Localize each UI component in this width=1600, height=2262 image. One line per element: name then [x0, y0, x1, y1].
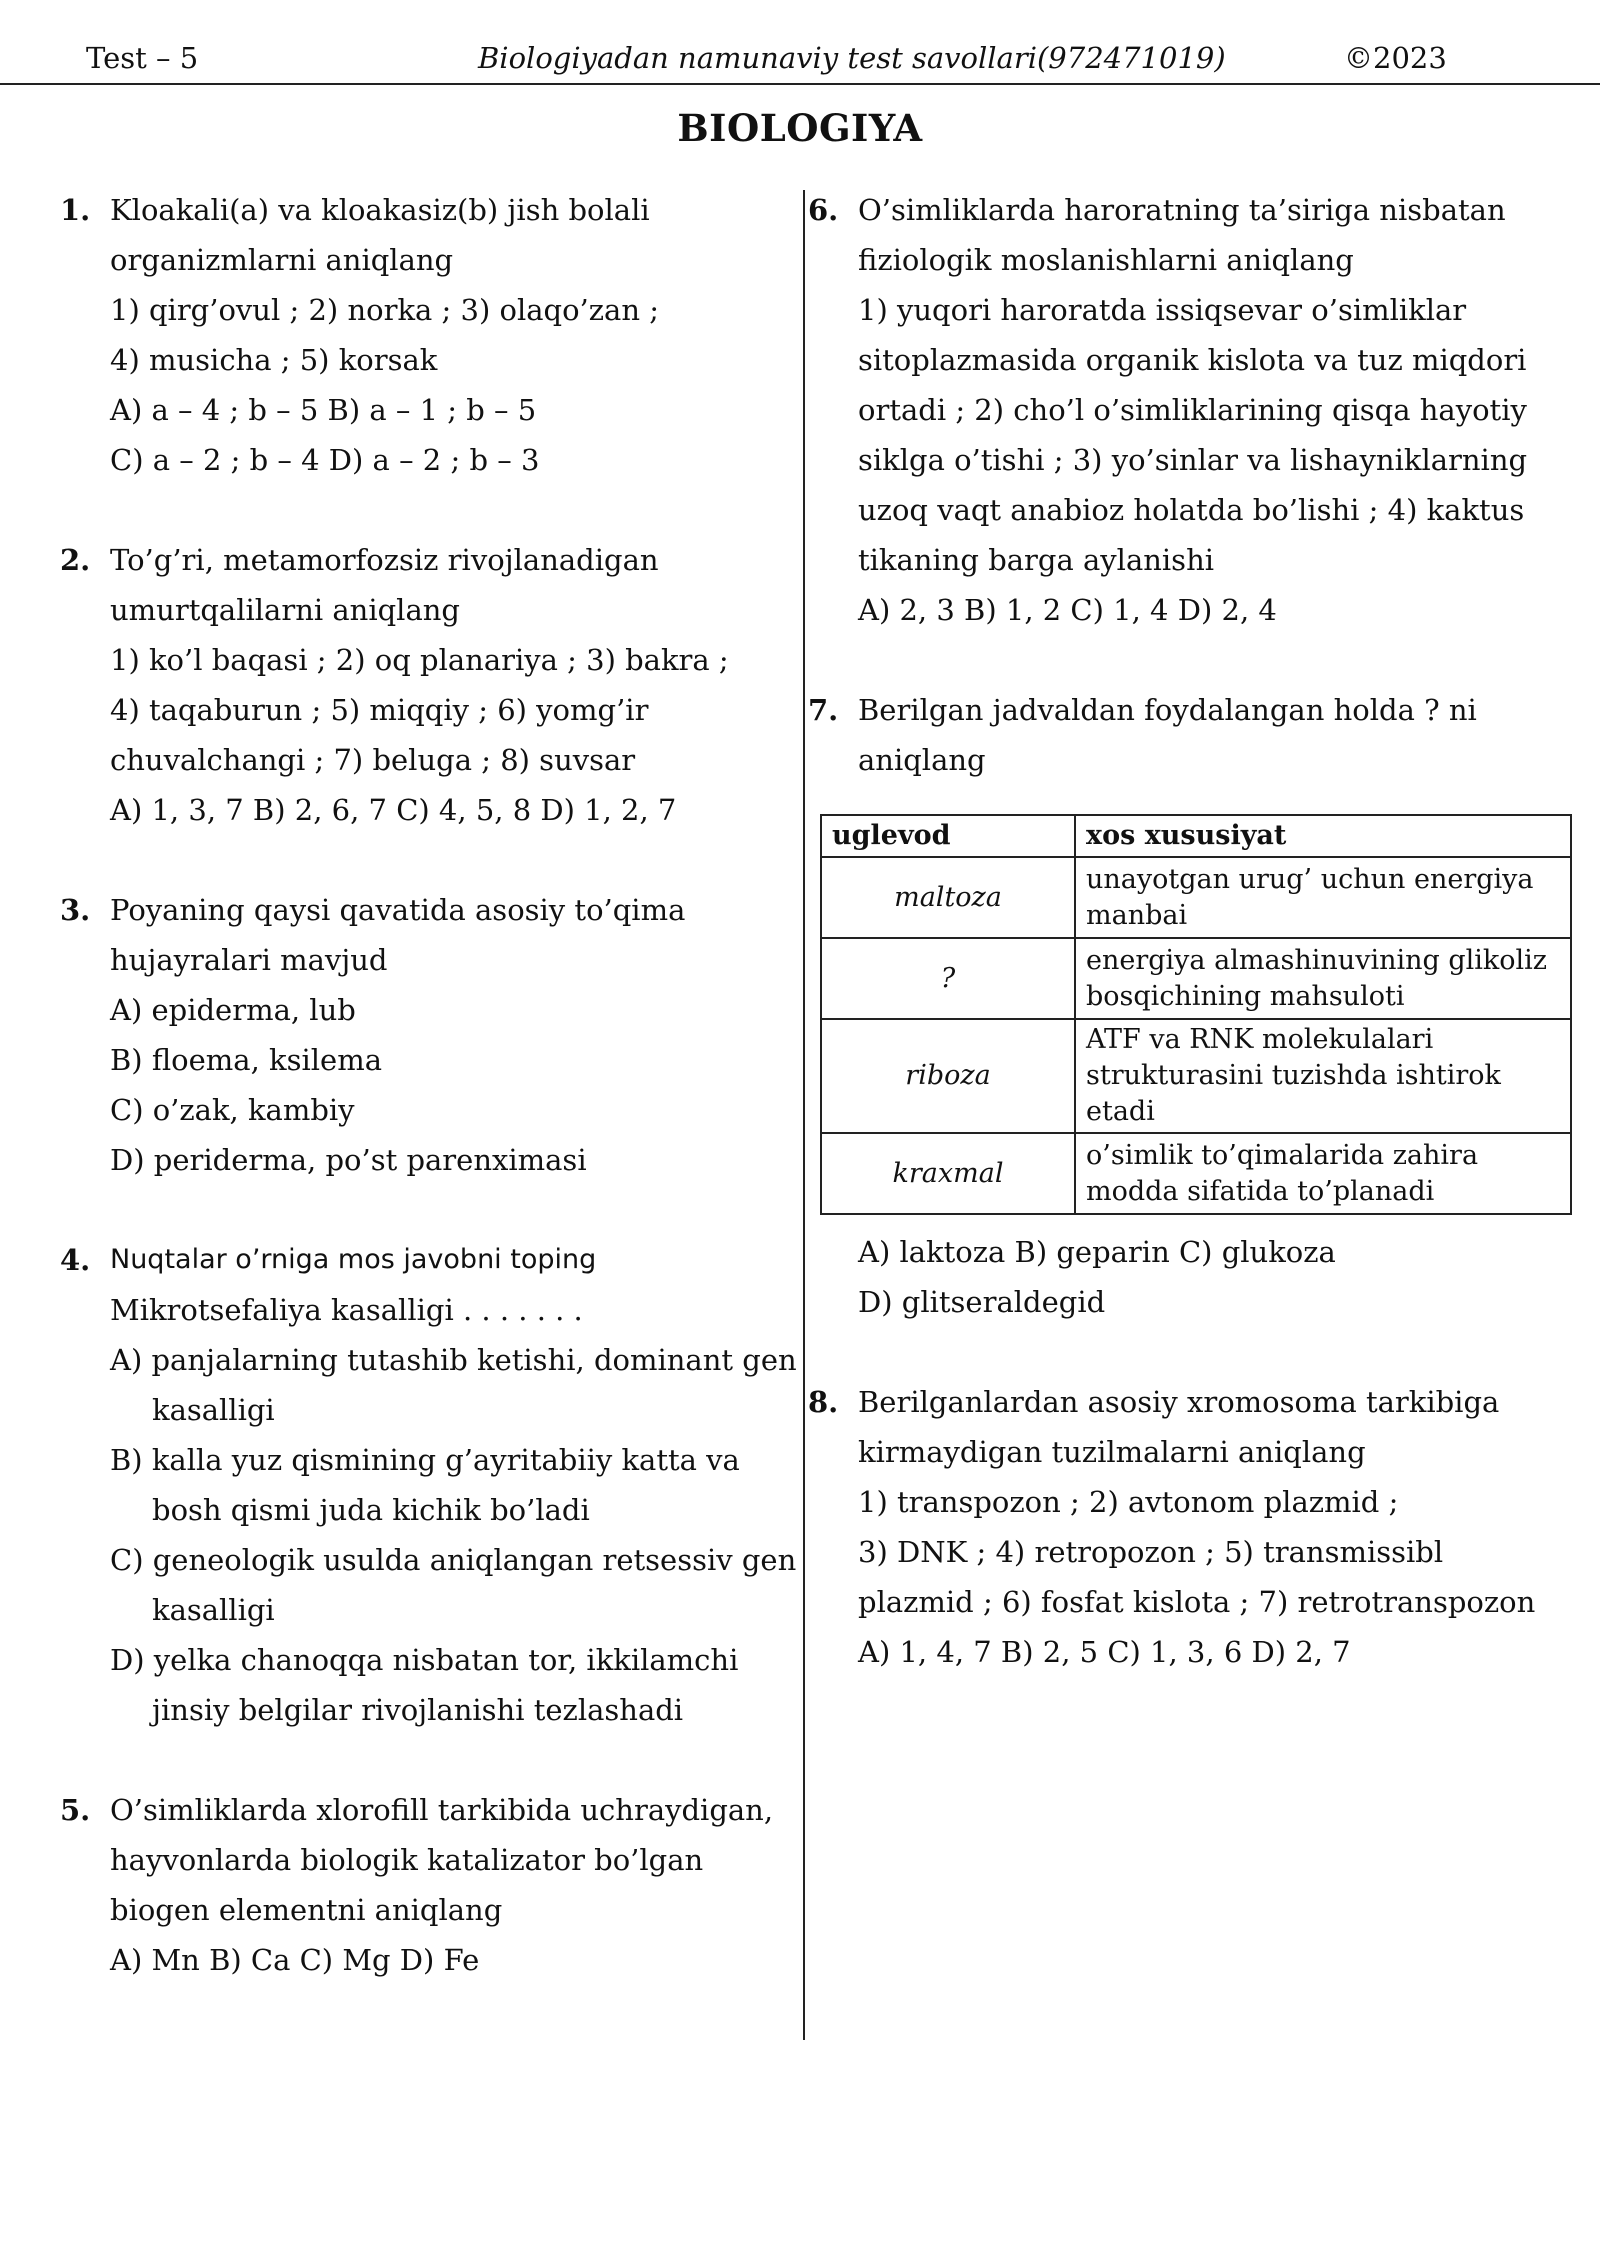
question-text: ortadi ; 2) cho’l o’simliklarining qisqa hayotiy	[858, 393, 1527, 427]
question-text: siklga o’tishi ; 3) yo’sinlar va lishayniklarning	[858, 443, 1528, 477]
question-text: biogen elementni aniqlang	[110, 1893, 503, 1927]
question-3	[60, 885, 790, 1185]
table-header-row	[821, 815, 1571, 857]
question-text: hayvonlarda biologik katalizator bo’lgan	[110, 1843, 704, 1877]
page-header	[0, 38, 1600, 84]
table-row	[821, 857, 1571, 938]
question-text: uzoq vaqt anabioz holatda bo’lishi ; 4) kaktus	[858, 493, 1525, 527]
question-number: 5.	[60, 1793, 91, 1827]
answer-options: A) 1, 3, 7 B) 2, 6, 7 C) 4, 5, 8 D) 1, 2, 7	[110, 793, 677, 827]
question-6	[808, 185, 1568, 635]
question-text: Poyaning qaysi qavatida asosiy to’qima	[110, 893, 686, 927]
question-8	[808, 1377, 1568, 1677]
answer-option-d-cont: jinsiy belgilar rivojlanishi tezlashadi	[152, 1693, 684, 1727]
question-number: 7.	[808, 693, 839, 727]
table-cell-carbohydrate: riboza	[821, 1019, 1075, 1133]
question-7-options	[808, 1227, 1568, 1327]
answer-option-c: C) geneologik usulda aniqlangan retsessiv gen	[110, 1543, 797, 1577]
table-cell-carbohydrate: maltoza	[821, 857, 1075, 938]
question-text: kirmaydigan tuzilmalarni aniqlang	[858, 1435, 1366, 1469]
answer-option-d: D) periderma, po’st parenximasi	[110, 1143, 587, 1177]
question-number: 4.	[60, 1243, 91, 1277]
question-text: plazmid ; 6) fosfat kislota ; 7) retrotranspozon	[858, 1585, 1536, 1619]
answer-option-a: A) panjalarning tutashib ketishi, dominant gen	[110, 1343, 797, 1377]
question-text: fiziologik moslanishlarni aniqlang	[858, 243, 1354, 277]
table-header-xususiyat: xos xususiyat	[1075, 815, 1571, 857]
question-5	[60, 1785, 790, 1985]
question-1	[60, 185, 790, 485]
right-column-lower	[808, 1227, 1568, 1677]
question-text: O’simliklarda haroratning ta’siriga nisbatan	[858, 193, 1506, 227]
page-title: BIOLOGIYA	[677, 106, 923, 150]
answer-option-c: C) o’zak, kambiy	[110, 1093, 355, 1127]
header-title: Biologiyadan namunaviy test savollari(972471019)	[478, 41, 1226, 75]
answer-option-b: B) floema, ksilema	[110, 1043, 382, 1077]
question-text: Mikrotsefaliya kasalligi . . . . . . .	[110, 1293, 583, 1327]
right-column	[808, 185, 1568, 785]
table-cell-feature: ATF va RNK molekulalari strukturasini tuzishda ishtirok etadi	[1075, 1019, 1571, 1133]
question-text: 4) taqaburun ; 5) miqqiy ; 6) yomg’ir	[110, 693, 649, 727]
table-cell-carbohydrate: kraxmal	[821, 1133, 1075, 1214]
question-text: 1) ko’l baqasi ; 2) oq planariya ; 3) bakra ;	[110, 643, 729, 677]
header-test-number: Test – 5	[86, 41, 199, 75]
question-4	[60, 1235, 797, 1735]
answer-option-b: B) kalla yuz qismining g’ayritabiiy katta va	[110, 1443, 740, 1477]
question-text: To’g’ri, metamorfozsiz rivojlanadigan	[110, 543, 659, 577]
question-text: 1) yuqori haroratda issiqsevar o’simliklar	[858, 293, 1467, 327]
answer-option-d: D) yelka chanoqqa nisbatan tor, ikkilamchi	[110, 1643, 739, 1677]
answer-options: A) laktoza B) geparin C) glukoza	[858, 1235, 1336, 1269]
table-row	[821, 1133, 1571, 1214]
question-text: chuvalchangi ; 7) beluga ; 8) suvsar	[110, 743, 636, 777]
question-text: tikaning barga aylanishi	[858, 543, 1215, 577]
question-text: 4) musicha ; 5) korsak	[110, 343, 438, 377]
question-text: Berilganlardan asosiy xromosoma tarkibiga	[858, 1385, 1500, 1419]
question-number: 2.	[60, 543, 91, 577]
question-number: 8.	[808, 1385, 839, 1419]
answer-option-a: A) epiderma, lub	[110, 993, 356, 1027]
answer-options: C) a – 2 ; b – 4 D) a – 2 ; b – 3	[110, 443, 540, 477]
question-text: O’simliklarda xlorofill tarkibida uchraydigan,	[110, 1793, 774, 1827]
table-cell-feature: unayotgan urug’ uchun energiya manbai	[1075, 857, 1571, 938]
table-cell-feature: energiya almashinuvining glikoliz bosqichining mahsuloti	[1075, 938, 1571, 1019]
question-text: umurtqalilarni aniqlang	[110, 593, 460, 627]
question-text: Berilgan jadvaldan foydalangan holda ? ni	[858, 693, 1477, 727]
left-column	[60, 185, 797, 1985]
question-number: 6.	[808, 193, 839, 227]
answer-option-a-cont: kasalligi	[152, 1393, 275, 1427]
question-text: sitoplazmasida organik kislota va tuz miqdori	[858, 343, 1527, 377]
question-7	[808, 685, 1568, 785]
answer-option-c-cont: kasalligi	[152, 1593, 275, 1627]
question-instruction: Nuqtalar o’rniga mos javobni toping	[110, 1244, 597, 1275]
header-rule	[0, 83, 1600, 85]
answer-options: A) a – 4 ; b – 5 B) a – 1 ; b – 5	[110, 393, 537, 427]
carbohydrate-table	[820, 814, 1572, 1215]
question-text: 3) DNK ; 4) retropozon ; 5) transmissibl	[858, 1535, 1444, 1569]
table-row	[821, 938, 1571, 1019]
table-cell-feature: o’simlik to’qimalarida zahira modda sifatida to’planadi	[1075, 1133, 1571, 1214]
question-text: 1) qirg’ovul ; 2) norka ; 3) olaqo’zan ;	[110, 293, 660, 327]
column-divider	[803, 190, 805, 2040]
answer-options: A) Mn B) Ca C) Mg D) Fe	[110, 1943, 480, 1977]
question-text: Kloakali(a) va kloakasiz(b) jish bolali	[110, 193, 650, 227]
answer-options: D) glitseraldegid	[858, 1285, 1106, 1319]
question-2	[60, 535, 790, 835]
table-row	[821, 1019, 1571, 1133]
question-text: 1) transpozon ; 2) avtonom plazmid ;	[858, 1485, 1399, 1519]
answer-options: A) 1, 4, 7 B) 2, 5 C) 1, 3, 6 D) 2, 7	[858, 1635, 1351, 1669]
table-header-uglevod: uglevod	[821, 815, 1075, 857]
table-cell-carbohydrate: ?	[821, 938, 1075, 1019]
answer-option-b-cont: bosh qismi juda kichik bo’ladi	[152, 1493, 590, 1527]
header-copyright: ©2023	[1344, 41, 1447, 75]
answer-options: A) 2, 3 B) 1, 2 C) 1, 4 D) 2, 4	[858, 593, 1277, 627]
question-text: hujayralari mavjud	[110, 943, 388, 977]
question-number: 1.	[60, 193, 91, 227]
question-text: aniqlang	[858, 743, 986, 777]
question-text: organizmlarni aniqlang	[110, 243, 454, 277]
question-number: 3.	[60, 893, 91, 927]
